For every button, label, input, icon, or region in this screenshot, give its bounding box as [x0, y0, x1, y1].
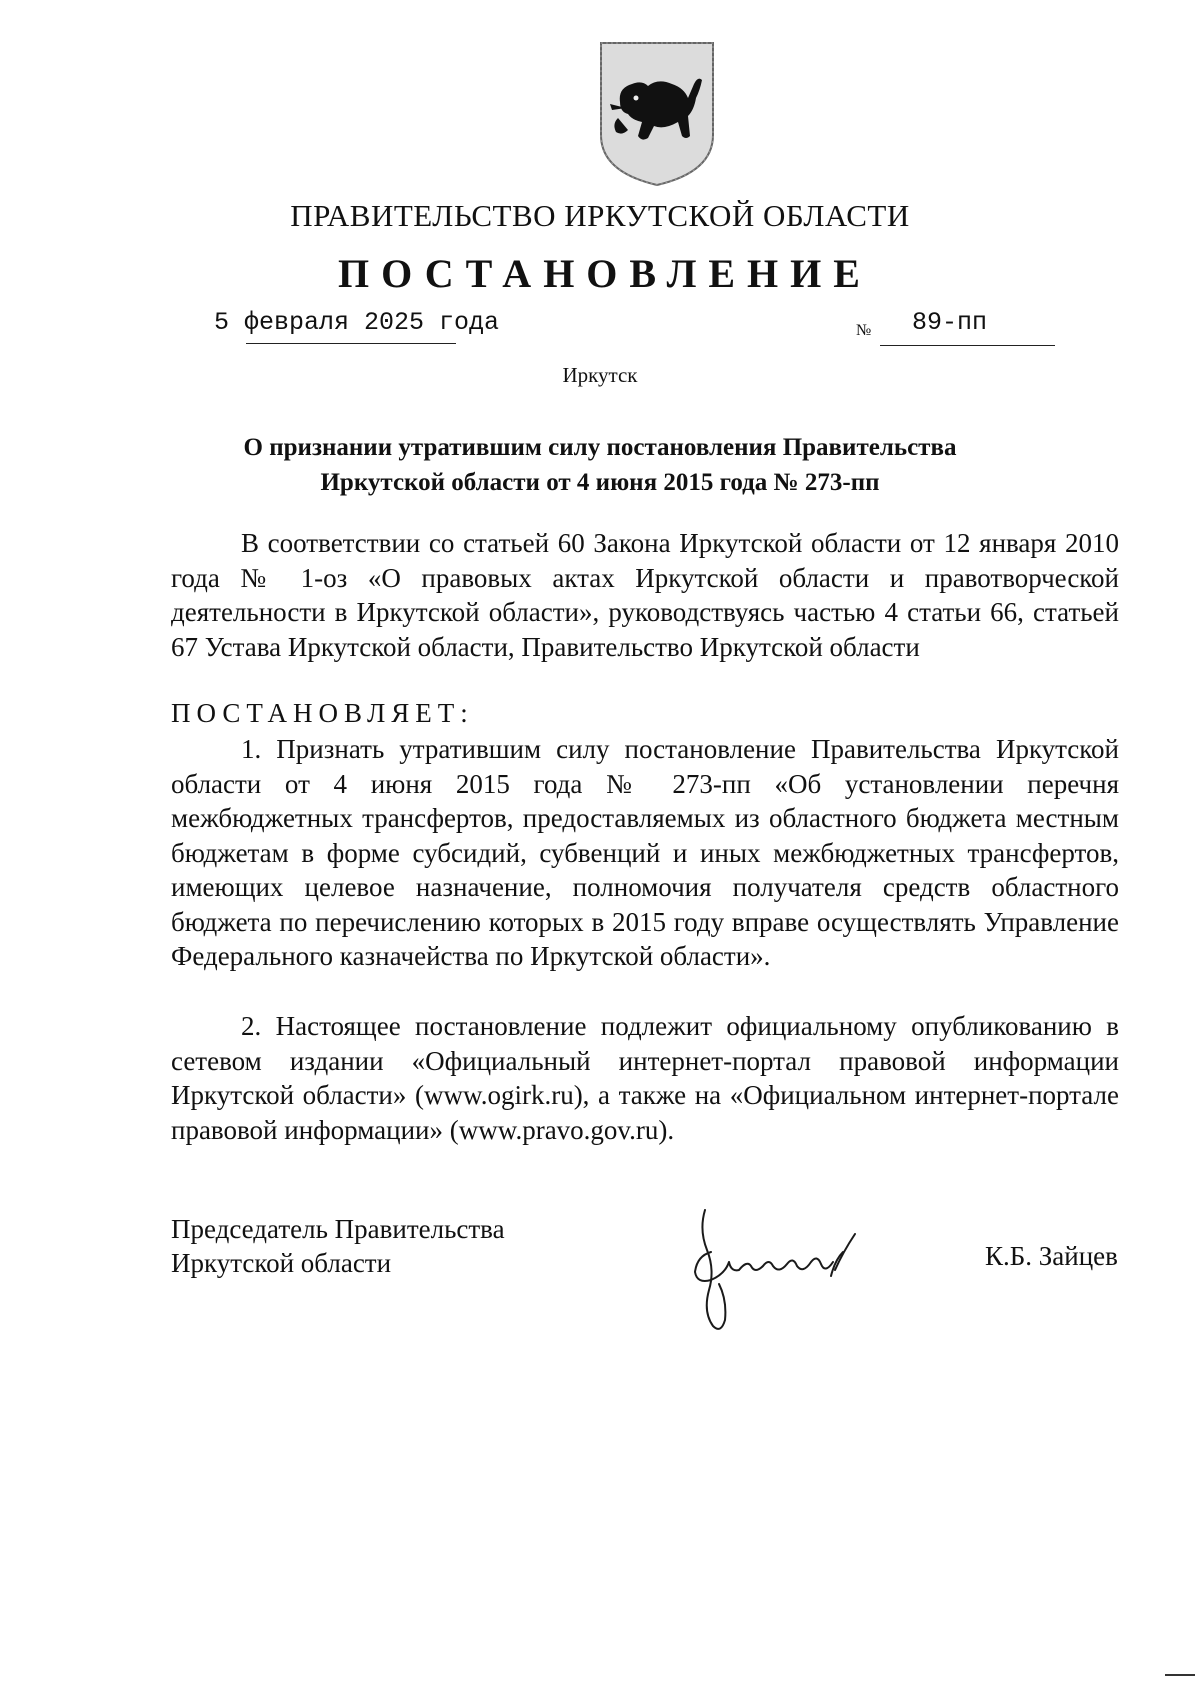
handwritten-signature [685, 1200, 905, 1340]
number-underline [880, 345, 1055, 346]
intro-paragraph: В соответствии со статьей 60 Закона Иркутской области от 12 января 2010 года № 1-оз «О правовых актах Иркутской области и правотворческой деятельности в Иркутской области», руководствуясь частью 4 статьи 66, статьей 67 Устава Иркутской области, Правительство Иркутской области [171, 528, 1119, 662]
signatory-name: К.Б. Зайцев [985, 1241, 1118, 1271]
number-label: № [856, 322, 872, 339]
page-corner-mark [1165, 1674, 1195, 1676]
item-1-paragraph: 1. Признать утратившим силу постановление Правительства Иркутской области от 4 июня 2015 года № 273-пп «Об установлении перечня межбюджетных трансфертов, предоставляемых из областного бюджета местным бюджетам в форме субсидий, субвенций и иных межбюджетных трансфертов, имеющих целевое назначение, полномочия получателя средств областного бюджета по перечислению которых в 2015 году вправе осуществлять Управление Федерального казначейства по Иркутской области». [171, 734, 1119, 971]
irkutsk-coat-of-arms-icon [598, 40, 716, 188]
city: Иркутск [562, 363, 638, 387]
date-underline [246, 343, 456, 344]
title-line-1: О признании утратившим силу постановления Правительства [243, 434, 957, 461]
item-2-paragraph: 2. Настоящее постановление подлежит официальному опубликованию в сетевом издании «Официальный интернет-портал правовой информации Иркутской области» (www.ogirk.ru), а также на «Официальном интернет-портале правовой информации» (www.pravo.gov.ru). [171, 1011, 1119, 1145]
document-type: ПОСТАНОВЛЕНИЕ [338, 251, 872, 296]
title-line-2: Иркутской области от 4 июня 2015 года № 273-пп [320, 469, 880, 496]
position-line-1: Председатель Правительства [171, 1214, 505, 1244]
document-date: 5 февраля 2025 года [214, 308, 500, 337]
government-name: ПРАВИТЕЛЬСТВО ИРКУТСКОЙ ОБЛАСТИ [290, 198, 910, 233]
position-line-2: Иркутской области [171, 1248, 392, 1278]
resolve-heading: ПОСТАНОВЛЯЕТ: [171, 698, 474, 728]
document-title [0, 430, 1200, 500]
document-number: 89-пп [912, 308, 988, 337]
signatory-position [171, 1212, 505, 1280]
